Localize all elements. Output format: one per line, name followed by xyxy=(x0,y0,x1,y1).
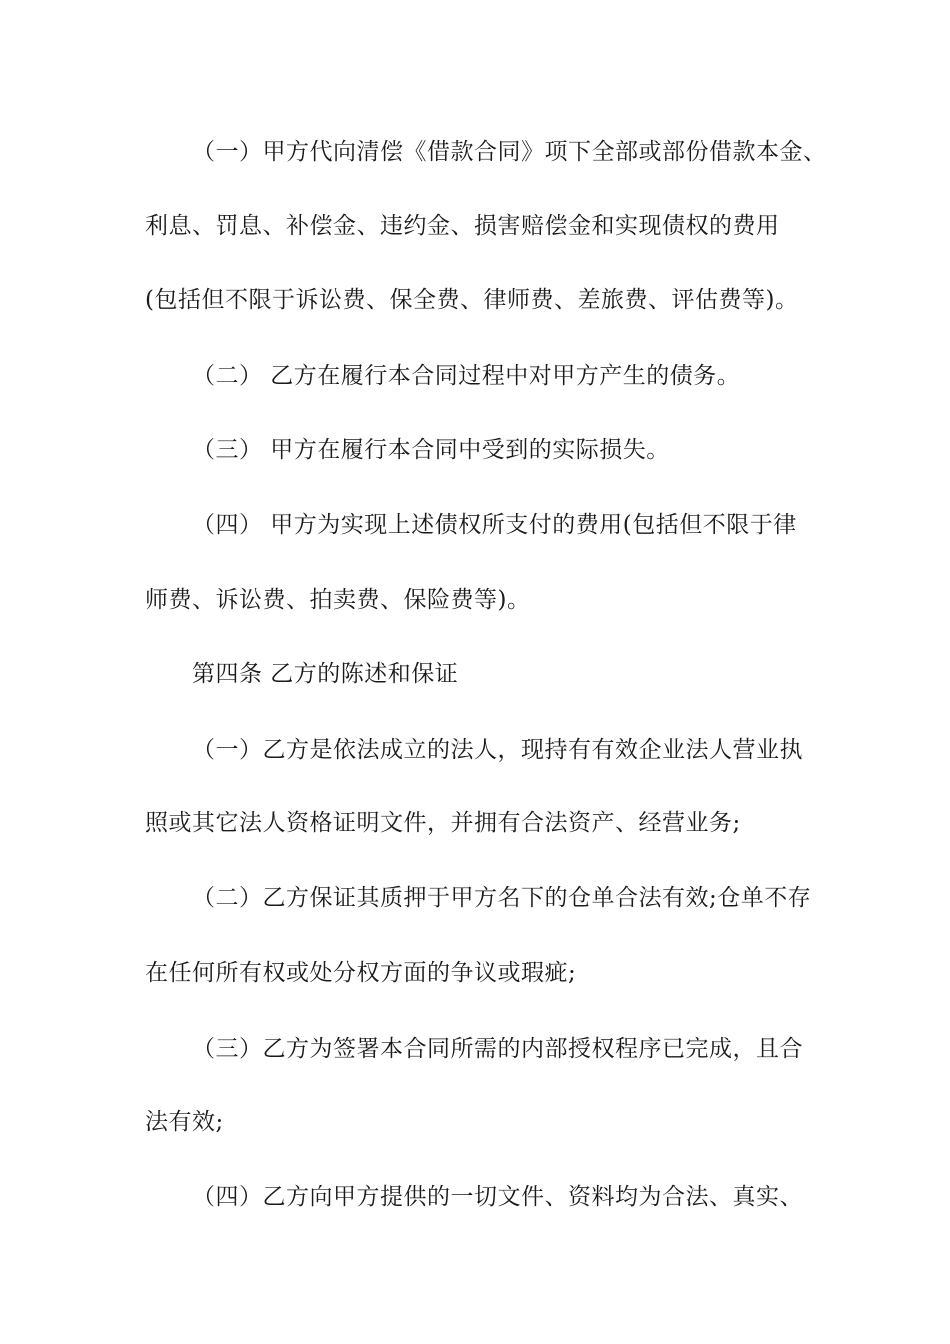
paragraph-line: （四）乙方向甲方提供的一切文件、资料均为合法、真实、 xyxy=(192,1184,803,1210)
paragraph-line: （二） 乙方在履行本合同过程中对甲方产生的债务。 xyxy=(192,363,741,389)
paragraph-line: （一）乙方是依法成立的法人，现持有有效企业法人营业执 xyxy=(192,737,803,763)
paragraph-line: （四） 甲方为实现上述债权所支付的费用(包括但不限于律 xyxy=(192,512,797,538)
paragraph-line: 法有效; xyxy=(145,1109,224,1135)
paragraph-line: 在任何所有权或处分权方面的争议或瑕疵; xyxy=(145,960,577,986)
paragraph-line: （一）甲方代向清偿《借款合同》项下全部或部份借款本金、 xyxy=(192,139,827,165)
section-heading: 第四条 乙方的陈述和保证 xyxy=(192,661,459,687)
paragraph-line: (包括但不限于诉讼费、保全费、律师费、差旅费、评估费等)。 xyxy=(145,287,799,313)
paragraph-line: （三）乙方为签署本合同所需的内部授权程序已完成，且合 xyxy=(192,1036,803,1062)
paragraph-line: （二）乙方保证其质押于甲方名下的仓单合法有效;仓单不存 xyxy=(192,885,812,911)
paragraph-line: 照或其它法人资格证明文件，并拥有合法资产、经营业务; xyxy=(145,810,741,836)
paragraph-line: （三） 甲方在履行本合同中受到的实际损失。 xyxy=(192,437,670,463)
paragraph-line: 利息、罚息、补偿金、违约金、损害赔偿金和实现债权的费用 xyxy=(145,213,780,239)
paragraph-line: 师费、诉讼费、拍卖费、保险费等)。 xyxy=(145,587,531,613)
